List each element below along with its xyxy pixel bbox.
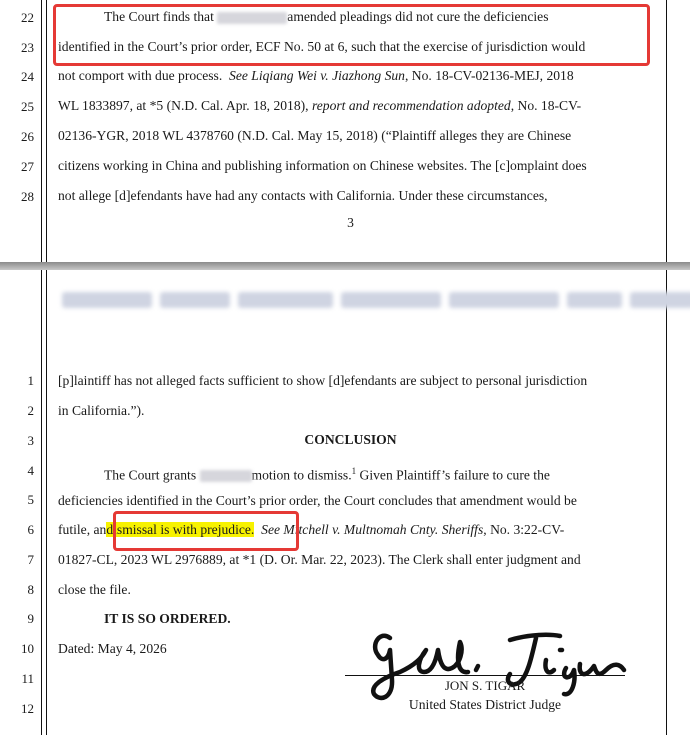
- line-number: 6: [27, 522, 34, 537]
- margin-rule: [666, 0, 667, 262]
- line-number: 28: [21, 189, 34, 204]
- page-number: 3: [347, 215, 354, 230]
- text-line: citizens working in China and publishing information on Chinese websites. The [c]omplaint does: [58, 158, 587, 173]
- redacted-name: [200, 470, 252, 482]
- line-number: 12: [21, 701, 34, 716]
- signature-line: [345, 675, 625, 676]
- annotation-box: [53, 4, 650, 66]
- order-statement: IT IS SO ORDERED.: [104, 611, 231, 626]
- margin-rule: [41, 270, 42, 735]
- text-line: not comport with due process. See Liqiang Wei v. Jiazhong Sun, No. 18-CV-02136-MEJ, 2018: [58, 68, 574, 83]
- section-heading: CONCLUSION: [304, 432, 397, 447]
- page-separator: [0, 262, 690, 270]
- date-line: Dated: May 4, 2026: [58, 641, 167, 656]
- judge-name: JON S. TIGAR: [444, 678, 526, 693]
- page-bottom: [0, 270, 690, 735]
- text-line: WL 1833897, at *5 (N.D. Cal. Apr. 18, 2018), report and recommendation adopted, No. 18-CV-: [58, 98, 582, 113]
- text-line: not allege [d]efendants have had any contacts with California. Under these circumstances,: [58, 188, 548, 203]
- margin-rule: [46, 270, 47, 735]
- line-number: 4: [27, 463, 34, 478]
- line-number: 3: [27, 433, 34, 448]
- text-line: identified in the Court’s prior order, ECF No. 50 at 6, such that the exercise of jurisdiction would: [58, 39, 586, 54]
- line-number: 10: [21, 641, 34, 656]
- judge-title: United States District Judge: [408, 697, 562, 712]
- text-line: 02136-YGR, 2018 WL 4378760 (N.D. Cal. May 15, 2018) (“Plaintiff alleges they are Chinese: [58, 128, 572, 143]
- text-line: The Court grants motion to dismiss.$^1$ Given Plaintiff’s failure to cure the: [104, 466, 550, 483]
- line-number: 8: [27, 582, 34, 597]
- line-number: 24: [21, 69, 34, 84]
- text-line: The Court finds that amended pleadings did not cure the deficiencies: [104, 9, 549, 24]
- redacted-header: [62, 292, 690, 310]
- line-number: 25: [21, 99, 34, 114]
- line-number: 22: [21, 10, 34, 25]
- text-line: futile, andismissal is with prejudice. See Mitchell v. Multnomah Cnty. Sheriffs, No. 3:22-CV-: [58, 522, 565, 537]
- line-number: 7: [27, 552, 34, 567]
- line-number: 5: [27, 492, 34, 507]
- line-number: 2: [27, 403, 34, 418]
- text-line: in California.”).: [58, 403, 145, 418]
- margin-rule: [41, 0, 42, 262]
- text-line: deficiencies identified in the Court’s prior order, the Court concludes that amendment would be: [58, 493, 577, 508]
- annotation-box: [113, 511, 299, 551]
- line-number: 9: [27, 611, 34, 626]
- line-number: 11: [21, 671, 34, 686]
- page-top: [0, 0, 690, 262]
- text-line: [p]laintiff has not alleged facts sufficient to show [d]efendants are subject to personal jurisdiction: [58, 373, 588, 388]
- line-number: 1: [27, 373, 34, 388]
- line-number: 26: [21, 129, 34, 144]
- text-line: close the file.: [58, 582, 131, 597]
- margin-rule: [46, 0, 47, 262]
- margin-rule: [666, 270, 667, 735]
- text-line: 01827-CL, 2023 WL 2976889, at *1 (D. Or. Mar. 22, 2023). The Clerk shall enter judgment and: [58, 552, 581, 567]
- line-number: 23: [21, 40, 34, 55]
- highlighted-text: dismissal is with prejudice.: [106, 522, 255, 537]
- line-number: 27: [21, 159, 34, 174]
